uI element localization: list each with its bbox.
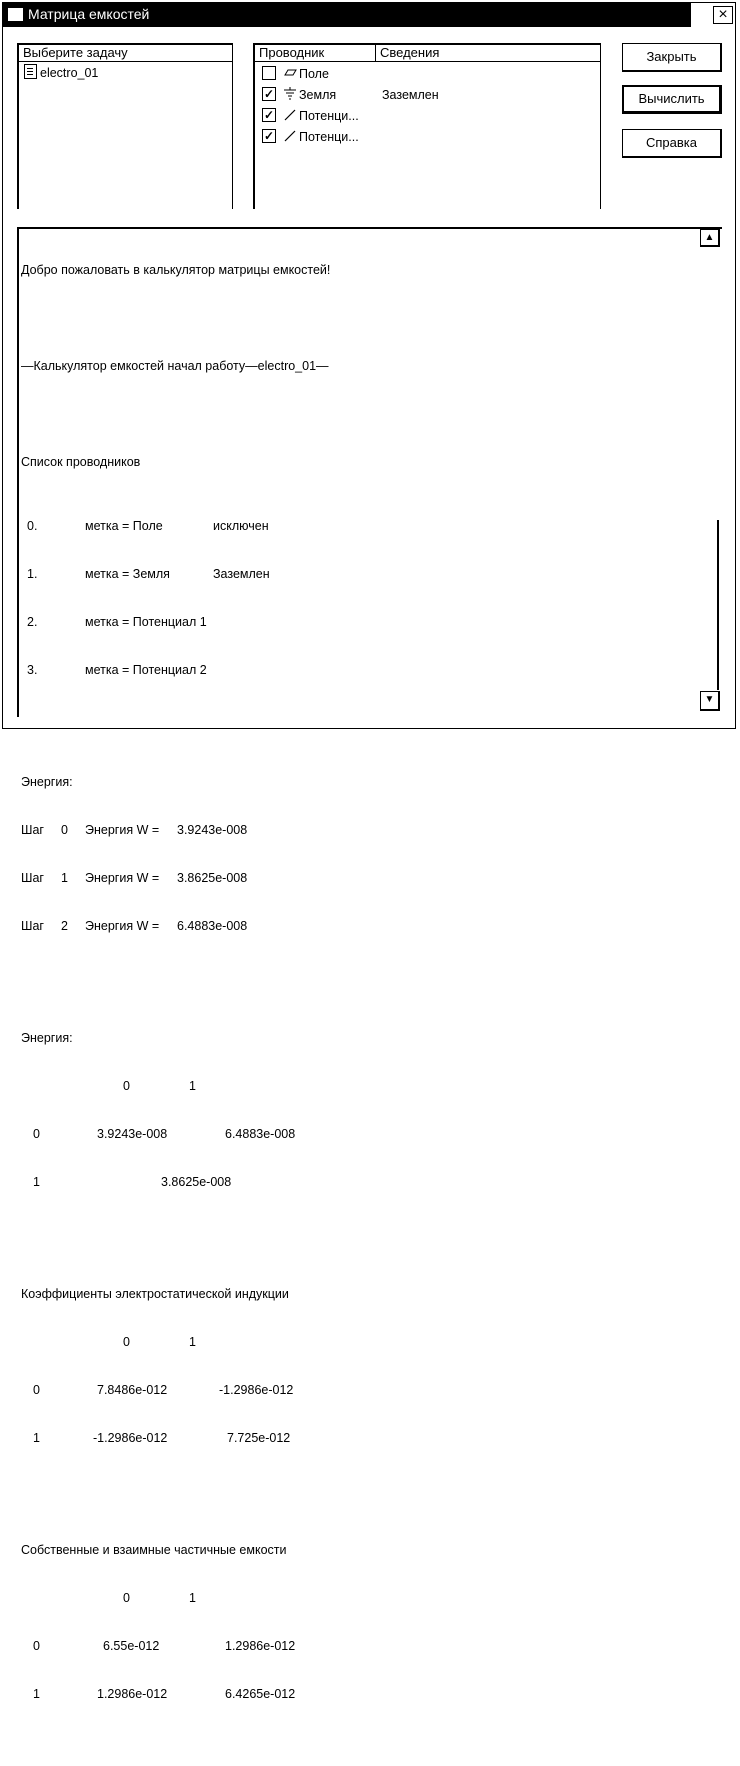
log-heading: Список проводников (21, 455, 141, 469)
log-matrix-header: 0 1 (123, 1079, 196, 1093)
conductor-label: Потенци... (299, 130, 359, 144)
log-matrix-row: 0 7.8486e-012 -1.2986e-012 (33, 1383, 294, 1397)
log-matrix-row: 1 -1.2986e-012 7.725e-012 (33, 1431, 291, 1445)
log-conductor-row: 3. метка = Потенциал 2 (27, 663, 207, 677)
log-matrix-row: 1 3.8625e-008 (33, 1175, 232, 1189)
log-heading: Энергия: (21, 775, 73, 789)
scrollbar-track[interactable] (717, 520, 719, 690)
log-line: Добро пожаловать в калькулятор матрицы емкостей! (21, 263, 331, 277)
column-header-conductor[interactable]: Проводник (255, 45, 376, 62)
log-matrix-row: 0 6.55e-012 1.2986e-012 (33, 1639, 296, 1653)
conductor-info: Заземлен (382, 88, 439, 102)
task-list-header[interactable]: Выберите задачу (19, 45, 233, 62)
conductor-label: Потенци... (299, 109, 359, 123)
conductor-label: Земля (299, 88, 337, 102)
close-button[interactable]: Закрыть (622, 43, 722, 72)
ground-icon (283, 87, 297, 101)
log-conductor-row: 2. метка = Потенциал 1 (27, 615, 207, 629)
document-icon (24, 64, 37, 79)
scroll-up-button[interactable] (700, 229, 720, 247)
log-energy-step: Шаг 0 Энергия W = 3.9243e-008 (21, 823, 248, 837)
close-icon: × (718, 6, 728, 23)
window-title: Матрица емкостей (28, 6, 150, 22)
log-matrix-row: 0 3.9243e-008 6.4883e-008 (33, 1127, 296, 1141)
log-matrix-row: 1 1.2986e-012 6.4265e-012 (33, 1687, 296, 1701)
conductor-checkbox[interactable]: ✓ (263, 129, 275, 143)
log-heading: Коэффициенты электростатической индукции (21, 1287, 289, 1301)
log-energy-step: Шаг 2 Энергия W = 6.4883e-008 (21, 919, 248, 933)
conductor-checkbox[interactable]: ✓ (263, 87, 275, 101)
log-output (21, 230, 691, 1701)
task-item-label: electro_01 (40, 66, 99, 80)
arrow-up-icon: ▲ (704, 232, 715, 243)
close-window-button[interactable] (713, 6, 733, 24)
log-matrix-header: 0 1 (123, 1335, 196, 1349)
log-conductor-row: 0. метка = Поле исключен (27, 519, 269, 533)
log-heading: Энергия: (21, 1031, 73, 1045)
log-energy-step: Шаг 1 Энергия W = 3.8625e-008 (21, 871, 248, 885)
line-icon (283, 129, 297, 143)
log-matrix-header: 0 1 (123, 1591, 196, 1605)
log-heading: Собственные и взаимные частичные емкости (21, 1543, 287, 1557)
window-icon (8, 8, 23, 21)
calculate-button[interactable]: Вычислить (622, 85, 722, 114)
help-button[interactable]: Справка (622, 129, 722, 158)
conductor-checkbox[interactable]: ✓ (263, 108, 275, 122)
arrow-down-icon: ▼ (704, 694, 715, 705)
title-bar[interactable] (3, 3, 691, 27)
line-icon (283, 108, 297, 122)
field-icon (283, 66, 297, 80)
task-item-electro-01[interactable] (24, 64, 98, 82)
scroll-down-button[interactable] (700, 691, 720, 711)
conductor-label: Поле (299, 67, 329, 81)
conductor-checkbox[interactable] (262, 66, 276, 80)
log-line: —Калькулятор емкостей начал работу—electro_01— (21, 359, 329, 373)
log-conductor-row: 1. метка = Земля Заземлен (27, 567, 270, 581)
column-header-info[interactable]: Сведения (376, 45, 601, 62)
